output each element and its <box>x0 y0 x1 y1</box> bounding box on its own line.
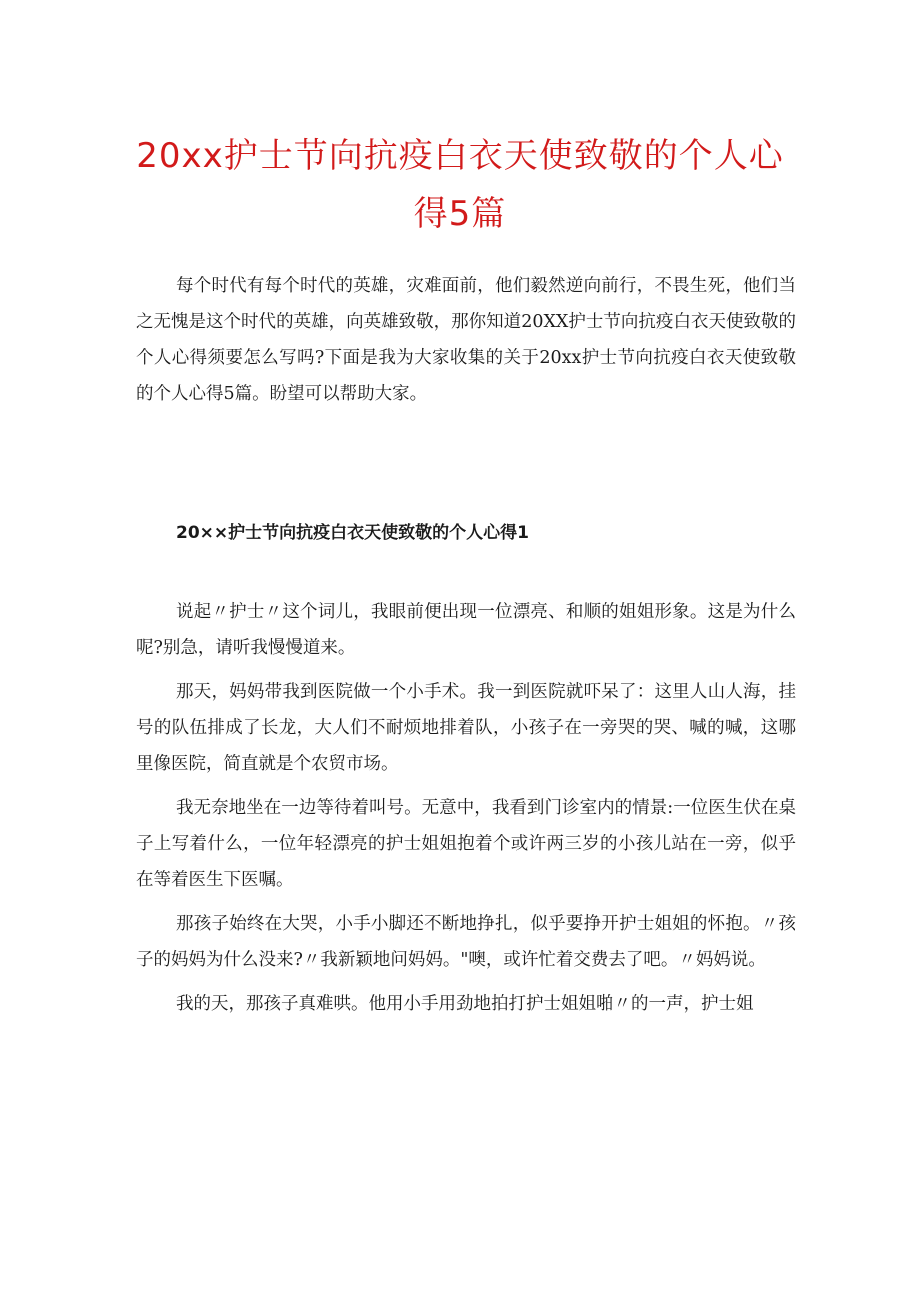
body-paragraph: 我的天，那孩子真难哄。他用小手用劲地拍打护士姐姐啪〃的一声，护士姐 <box>176 994 754 1014</box>
document-title-line-2: 得5篇 <box>413 194 507 234</box>
body-paragraph: 那天，妈妈带我到医院做一个小手术。我一到医院就吓呆了：这里人山人海，挂号的队伍排成了长龙，大人们不耐烦地排着队，小孩子在一旁哭的哭、喊的喊，这哪里像医院，简直就是个农贸市场。 <box>136 682 796 774</box>
body-paragraph: 说起〃护士〃这个词儿，我眼前便出现一位漂亮、和顺的姐姐形象。这是为什么呢?别急，请听我慢慢道来。 <box>136 602 796 658</box>
intro-paragraph-block <box>136 268 796 412</box>
article-body <box>136 594 796 1030</box>
intro-paragraph: 每个时代有每个时代的英雄，灾难面前，他们毅然逆向前行，不畏生死，他们当之无愧是这个时代的英雄，向英雄致敬，那你知道20XX护士节向抗疫白衣天使致敬的个人心得须要怎么写吗?下面是我为大家收集的关于20xx护士节向抗疫白衣天使致敬的个人心得5篇。盼望可以帮助大家。 <box>136 276 796 404</box>
document-title-line-1: 20xx护士节向抗疫白衣天使致敬的个人心 <box>136 136 784 176</box>
section-heading: 20××护士节向抗疫白衣天使致敬的个人心得1 <box>176 523 529 543</box>
body-paragraph: 我无奈地坐在一边等待着叫号。无意中，我看到门诊室内的情景:一位医生伏在桌子上写着什么，一位年轻漂亮的护士姐姐抱着个或许两三岁的小孩儿站在一旁，似乎在等着医生下医嘱。 <box>136 798 796 890</box>
body-paragraph: 那孩子始终在大哭，小手小脚还不断地挣扎，似乎要挣开护士姐姐的怀抱。〃孩子的妈妈为什么没来?〃我新颖地问妈妈。"噢，或许忙着交费去了吧。〃妈妈说。 <box>136 914 796 970</box>
